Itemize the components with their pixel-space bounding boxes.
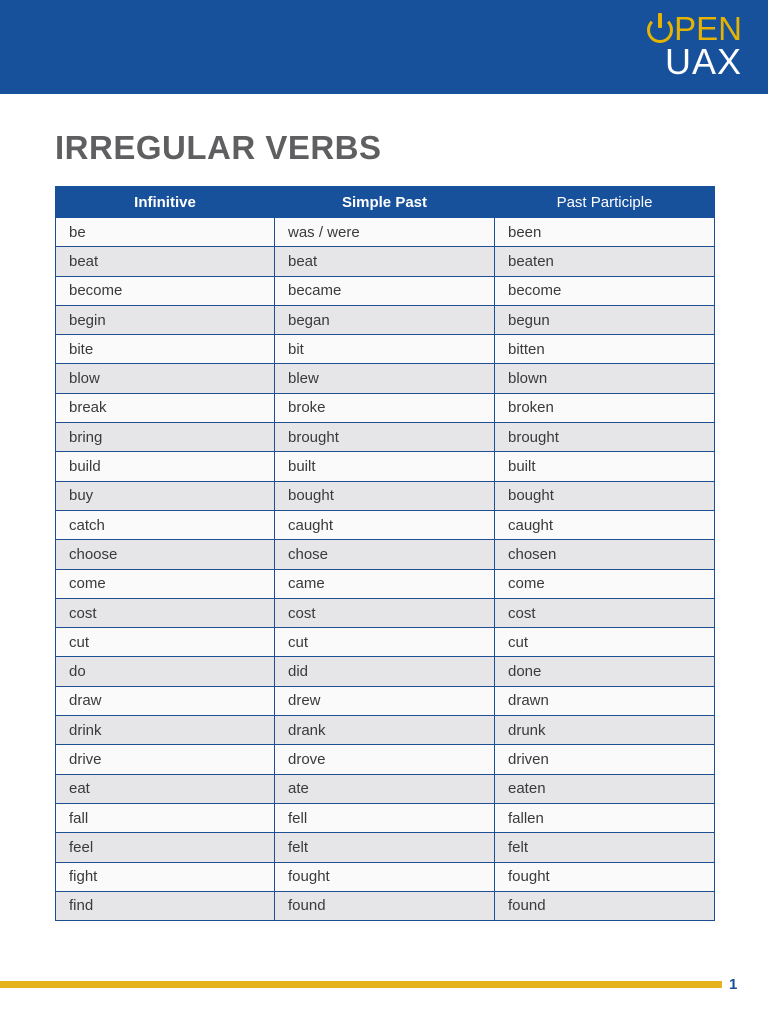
- cell-past-participle: cost: [495, 598, 715, 627]
- cell-past-participle: found: [495, 891, 715, 920]
- table-row: [56, 364, 715, 393]
- cell-infinitive: eat: [56, 774, 275, 803]
- table-row: [56, 716, 715, 745]
- cell-infinitive: draw: [56, 686, 275, 715]
- cell-infinitive: bring: [56, 423, 275, 452]
- cell-past-participle: begun: [495, 305, 715, 334]
- cell-past-participle: driven: [495, 745, 715, 774]
- table-row: [56, 774, 715, 803]
- cell-simple-past: ate: [275, 774, 495, 803]
- openuax-logo: [638, 10, 742, 82]
- cell-simple-past: built: [275, 452, 495, 481]
- cell-infinitive: feel: [56, 833, 275, 862]
- page-number: 1: [729, 976, 738, 993]
- cell-simple-past: was / were: [275, 218, 495, 247]
- cell-simple-past: blew: [275, 364, 495, 393]
- table-row: [56, 510, 715, 539]
- column-header-infinitive: Infinitive: [56, 187, 275, 218]
- cell-infinitive: be: [56, 218, 275, 247]
- cell-past-participle: been: [495, 218, 715, 247]
- cell-infinitive: break: [56, 393, 275, 422]
- table-row: [56, 218, 715, 247]
- cell-past-participle: fallen: [495, 803, 715, 832]
- cell-past-participle: built: [495, 452, 715, 481]
- cell-past-participle: become: [495, 276, 715, 305]
- cell-simple-past: drove: [275, 745, 495, 774]
- cell-infinitive: buy: [56, 481, 275, 510]
- cell-past-participle: done: [495, 657, 715, 686]
- table-row: [56, 393, 715, 422]
- cell-infinitive: fight: [56, 862, 275, 891]
- table-row: [56, 569, 715, 598]
- table-row: [56, 657, 715, 686]
- power-icon: [647, 17, 673, 43]
- page-title: IRREGULAR VERBS: [55, 129, 382, 166]
- header-band: [0, 0, 768, 94]
- cell-simple-past: brought: [275, 423, 495, 452]
- cell-simple-past: found: [275, 891, 495, 920]
- footer-rule: [0, 981, 722, 988]
- irregular-verbs-table: [55, 186, 715, 921]
- cell-simple-past: bought: [275, 481, 495, 510]
- cell-simple-past: began: [275, 305, 495, 334]
- column-header-simple-past: Simple Past: [275, 187, 495, 218]
- logo-uax-text: UAX: [664, 41, 742, 82]
- table-header-row: [56, 187, 715, 218]
- logo-open-label: PEN: [674, 10, 742, 47]
- table-row: [56, 745, 715, 774]
- cell-simple-past: broke: [275, 393, 495, 422]
- table-row: [56, 862, 715, 891]
- cell-past-participle: brought: [495, 423, 715, 452]
- cell-past-participle: drunk: [495, 716, 715, 745]
- table-row: [56, 628, 715, 657]
- table-row: [56, 540, 715, 569]
- cell-infinitive: catch: [56, 510, 275, 539]
- column-header-past-participle: Past Participle: [495, 187, 715, 218]
- cell-simple-past: fought: [275, 862, 495, 891]
- cell-past-participle: beaten: [495, 247, 715, 276]
- cell-past-participle: bitten: [495, 335, 715, 364]
- cell-simple-past: beat: [275, 247, 495, 276]
- cell-past-participle: fought: [495, 862, 715, 891]
- cell-simple-past: bit: [275, 335, 495, 364]
- cell-simple-past: chose: [275, 540, 495, 569]
- table-row: [56, 686, 715, 715]
- table-row: [56, 276, 715, 305]
- cell-simple-past: cost: [275, 598, 495, 627]
- table-row: [56, 891, 715, 920]
- table-row: [56, 833, 715, 862]
- table-row: [56, 423, 715, 452]
- cell-infinitive: build: [56, 452, 275, 481]
- cell-past-participle: cut: [495, 628, 715, 657]
- cell-infinitive: bite: [56, 335, 275, 364]
- table-row: [56, 803, 715, 832]
- cell-simple-past: drew: [275, 686, 495, 715]
- table-body: [56, 218, 715, 921]
- cell-infinitive: begin: [56, 305, 275, 334]
- cell-simple-past: felt: [275, 833, 495, 862]
- cell-past-participle: come: [495, 569, 715, 598]
- cell-infinitive: blow: [56, 364, 275, 393]
- cell-past-participle: blown: [495, 364, 715, 393]
- cell-infinitive: drink: [56, 716, 275, 745]
- cell-simple-past: came: [275, 569, 495, 598]
- cell-infinitive: cut: [56, 628, 275, 657]
- cell-infinitive: drive: [56, 745, 275, 774]
- cell-past-participle: bought: [495, 481, 715, 510]
- table-row: [56, 598, 715, 627]
- cell-simple-past: drank: [275, 716, 495, 745]
- cell-simple-past: fell: [275, 803, 495, 832]
- cell-past-participle: felt: [495, 833, 715, 862]
- table-row: [56, 452, 715, 481]
- cell-infinitive: find: [56, 891, 275, 920]
- cell-simple-past: did: [275, 657, 495, 686]
- cell-infinitive: do: [56, 657, 275, 686]
- cell-simple-past: cut: [275, 628, 495, 657]
- cell-infinitive: become: [56, 276, 275, 305]
- cell-infinitive: beat: [56, 247, 275, 276]
- cell-infinitive: choose: [56, 540, 275, 569]
- cell-past-participle: drawn: [495, 686, 715, 715]
- cell-past-participle: broken: [495, 393, 715, 422]
- table-row: [56, 247, 715, 276]
- cell-past-participle: caught: [495, 510, 715, 539]
- table-row: [56, 305, 715, 334]
- cell-past-participle: chosen: [495, 540, 715, 569]
- table-row: [56, 335, 715, 364]
- table-row: [56, 481, 715, 510]
- cell-infinitive: cost: [56, 598, 275, 627]
- cell-simple-past: became: [275, 276, 495, 305]
- cell-past-participle: eaten: [495, 774, 715, 803]
- cell-infinitive: come: [56, 569, 275, 598]
- cell-infinitive: fall: [56, 803, 275, 832]
- cell-simple-past: caught: [275, 510, 495, 539]
